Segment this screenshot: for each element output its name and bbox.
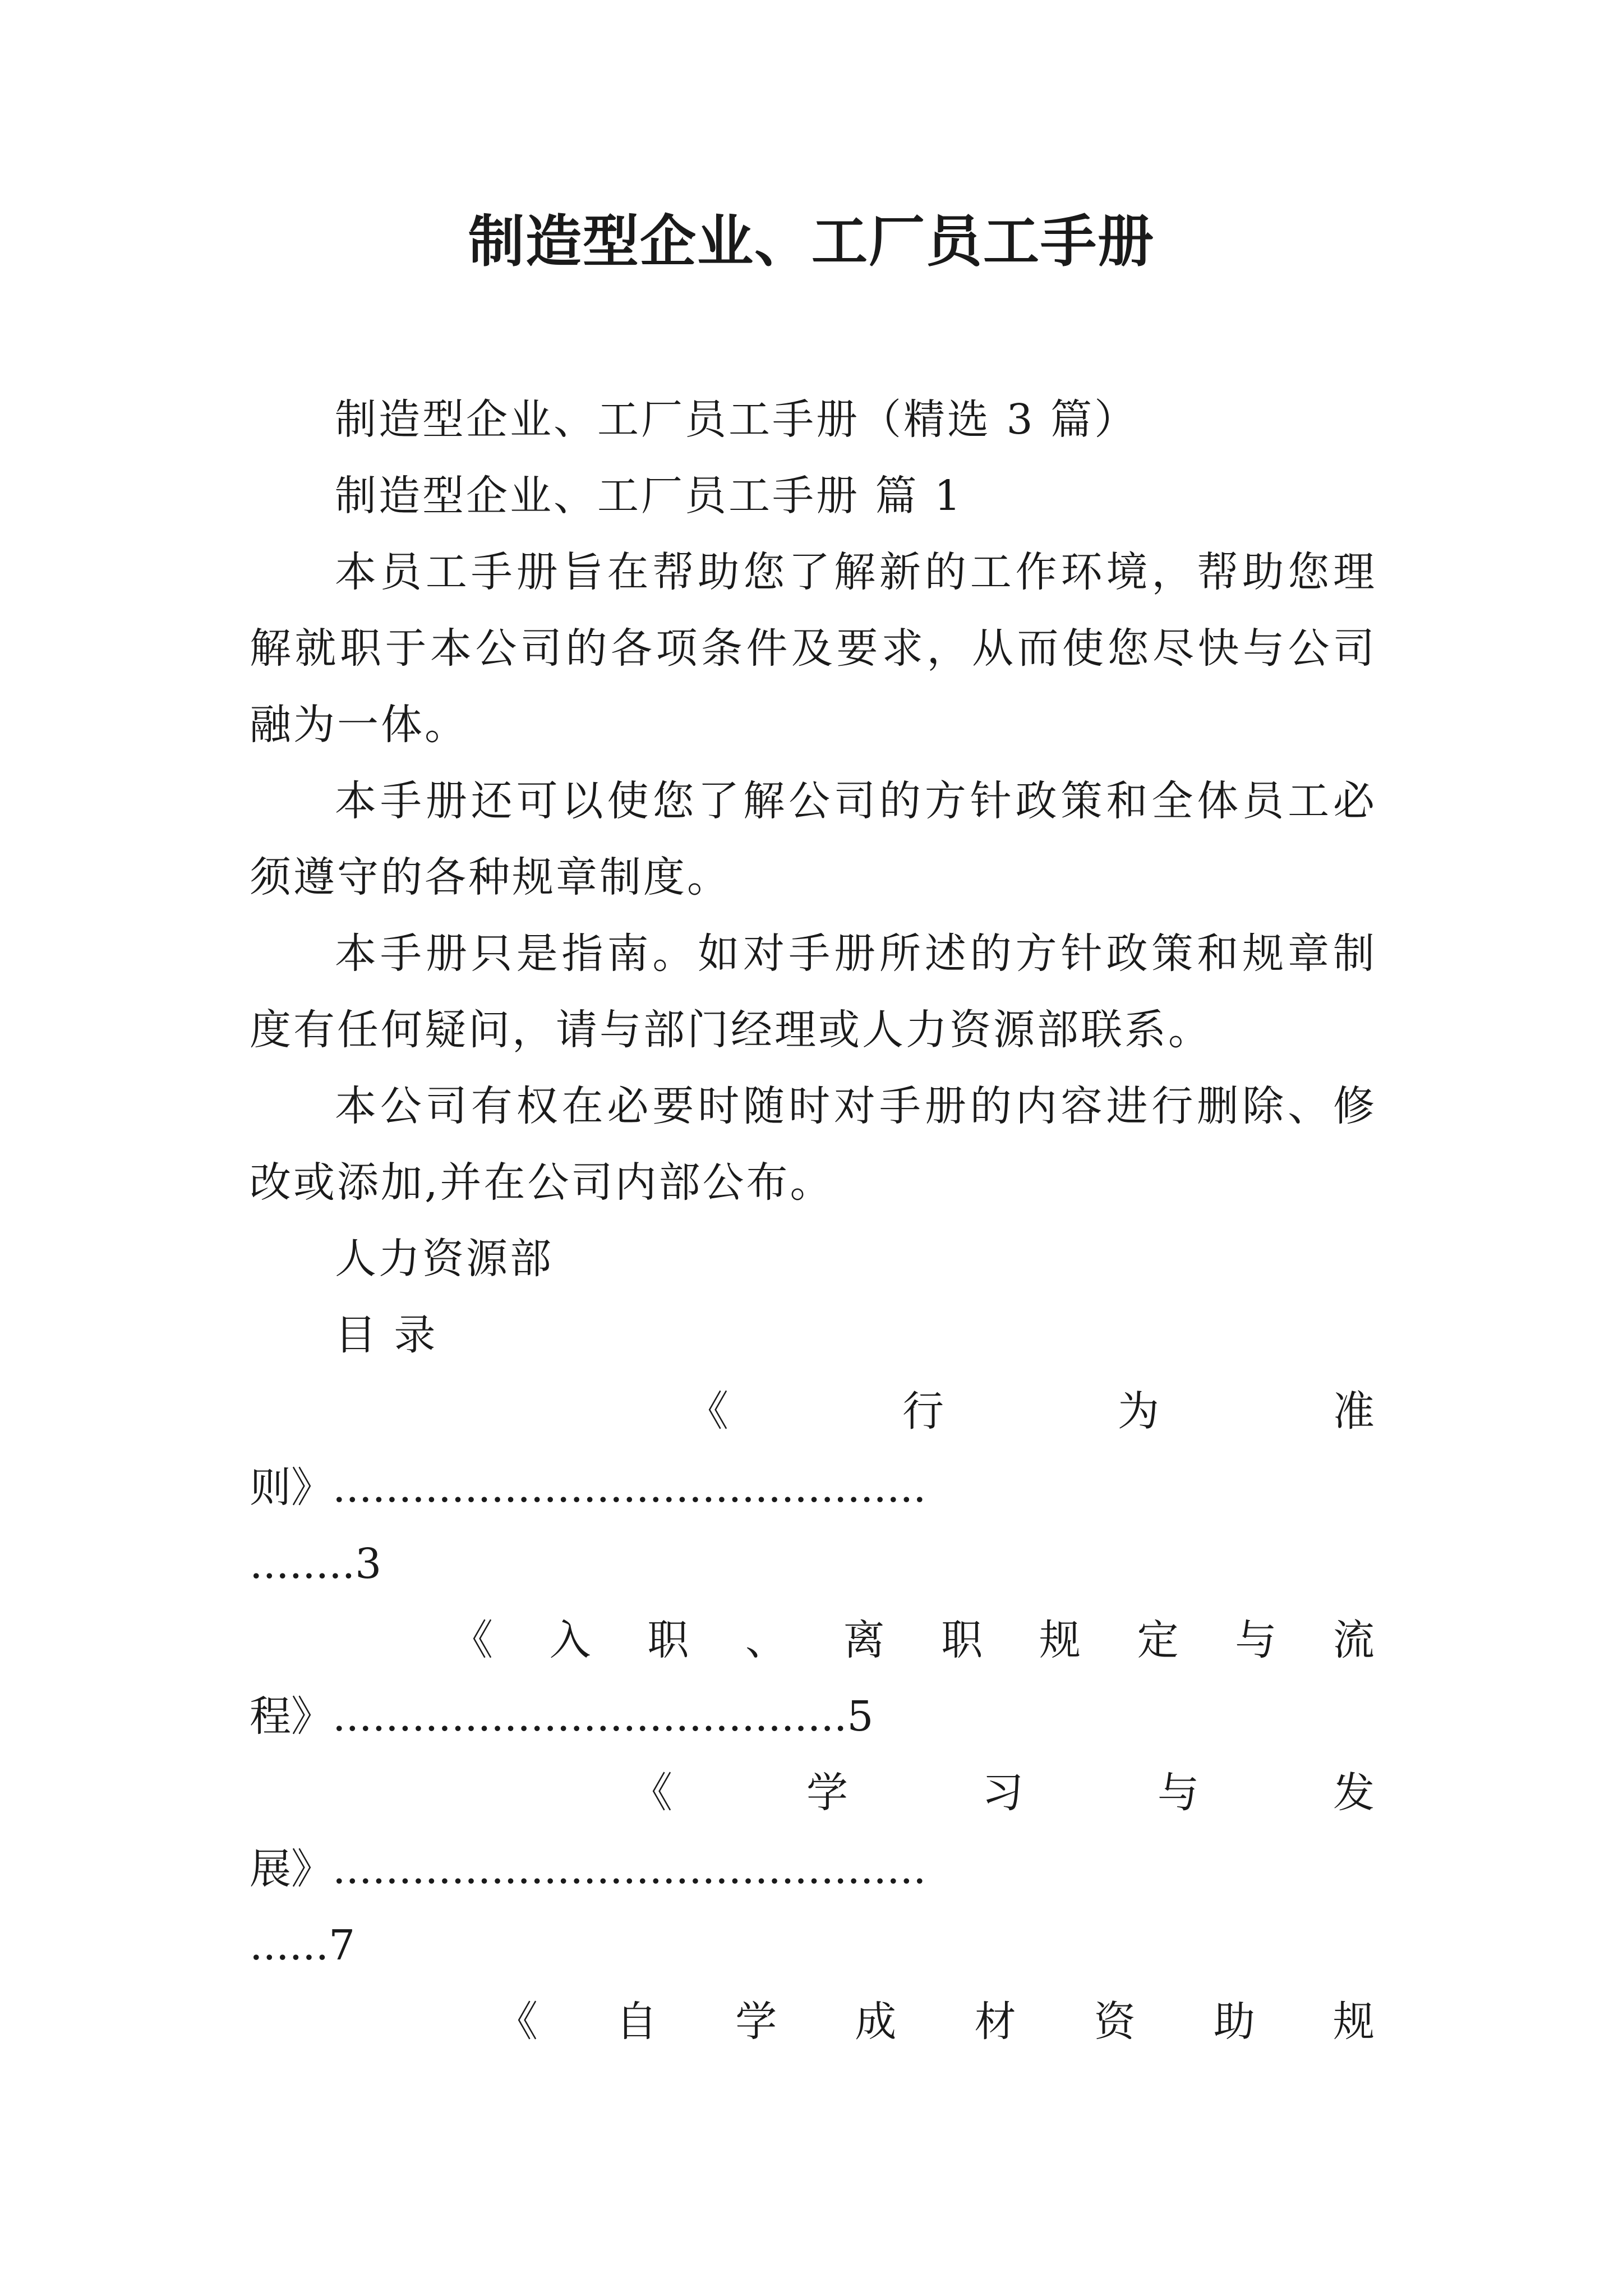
- department-signature: 人力资源部: [335, 1235, 554, 1283]
- toc-entry-3-line3: ......7: [250, 1921, 356, 1970]
- toc-entry-3-line2: 展》.............................................: [250, 1845, 926, 1893]
- toc-char: 成: [855, 1998, 899, 2046]
- toc-char: 准: [1333, 1387, 1377, 1435]
- toc-char: 发: [1333, 1769, 1377, 1817]
- toc-entry-1-line2: 则》.............................................: [250, 1464, 926, 1512]
- section-heading: 制造型企业、工厂员工手册 篇 1: [335, 472, 963, 520]
- toc-char: 为: [1118, 1387, 1161, 1435]
- toc-char: 规: [1332, 1998, 1377, 2046]
- toc-char: 《: [631, 1769, 675, 1817]
- toc-char: 职: [647, 1616, 691, 1664]
- toc-char: 学: [735, 1998, 780, 2046]
- toc-char: 助: [1213, 1998, 1257, 2046]
- toc-entry-4-line1: [250, 1984, 1377, 2060]
- toc-char: 入: [549, 1616, 593, 1664]
- toc-entry-3-line1: [250, 1755, 1377, 1831]
- toc-char: 学: [806, 1769, 850, 1817]
- toc-char: 材: [974, 1998, 1018, 2046]
- document-body: [250, 381, 1377, 2060]
- toc-char: 流: [1332, 1616, 1377, 1664]
- toc-entry-2-line2: 程》.......................................5: [250, 1692, 874, 1741]
- document-title: 制造型企业、工厂员工手册: [468, 208, 1155, 274]
- paragraph: 本手册只是指南。如对手册所述的方针政策和规章制度有任何疑问，请与部门经理或人力资源部联系。: [250, 930, 1377, 1054]
- toc-char: 自: [616, 1998, 660, 2046]
- toc-char: 离: [843, 1616, 887, 1664]
- toc-char: 行: [902, 1387, 946, 1435]
- toc-char: 与: [1158, 1769, 1201, 1817]
- toc-char: 《: [451, 1616, 495, 1664]
- toc-char: 习: [982, 1769, 1026, 1817]
- toc-char: 《: [687, 1387, 731, 1435]
- toc-entry-2-line1: [250, 1602, 1377, 1678]
- toc-char: 职: [941, 1616, 985, 1664]
- toc-char: 、: [745, 1616, 789, 1664]
- toc-char: 与: [1235, 1616, 1279, 1664]
- toc-char: 资: [1094, 1998, 1138, 2046]
- toc-char: 规: [1039, 1616, 1083, 1664]
- toc-heading: 目 录: [335, 1311, 438, 1359]
- toc-char: 定: [1137, 1616, 1181, 1664]
- toc-entry-1-line3: ........3: [250, 1540, 382, 1588]
- paragraph: 本手册还可以使您了解公司的方针政策和全体员工必须遵守的各种规章制度。: [250, 777, 1377, 901]
- paragraph: 本员工手册旨在帮助您了解新的工作环境，帮助您理解就职于本公司的各项条件及要求，从而使您尽快与公司融为一体。: [250, 548, 1377, 749]
- subtitle: 制造型企业、工厂员工手册（精选 3 篇）: [335, 395, 1138, 444]
- toc-char: 《: [496, 1998, 540, 2046]
- paragraph: 本公司有权在必要时随时对手册的内容进行删除、修改或添加,并在公司内部公布。: [250, 1082, 1377, 1207]
- toc-entry-1-line1: [250, 1373, 1377, 1450]
